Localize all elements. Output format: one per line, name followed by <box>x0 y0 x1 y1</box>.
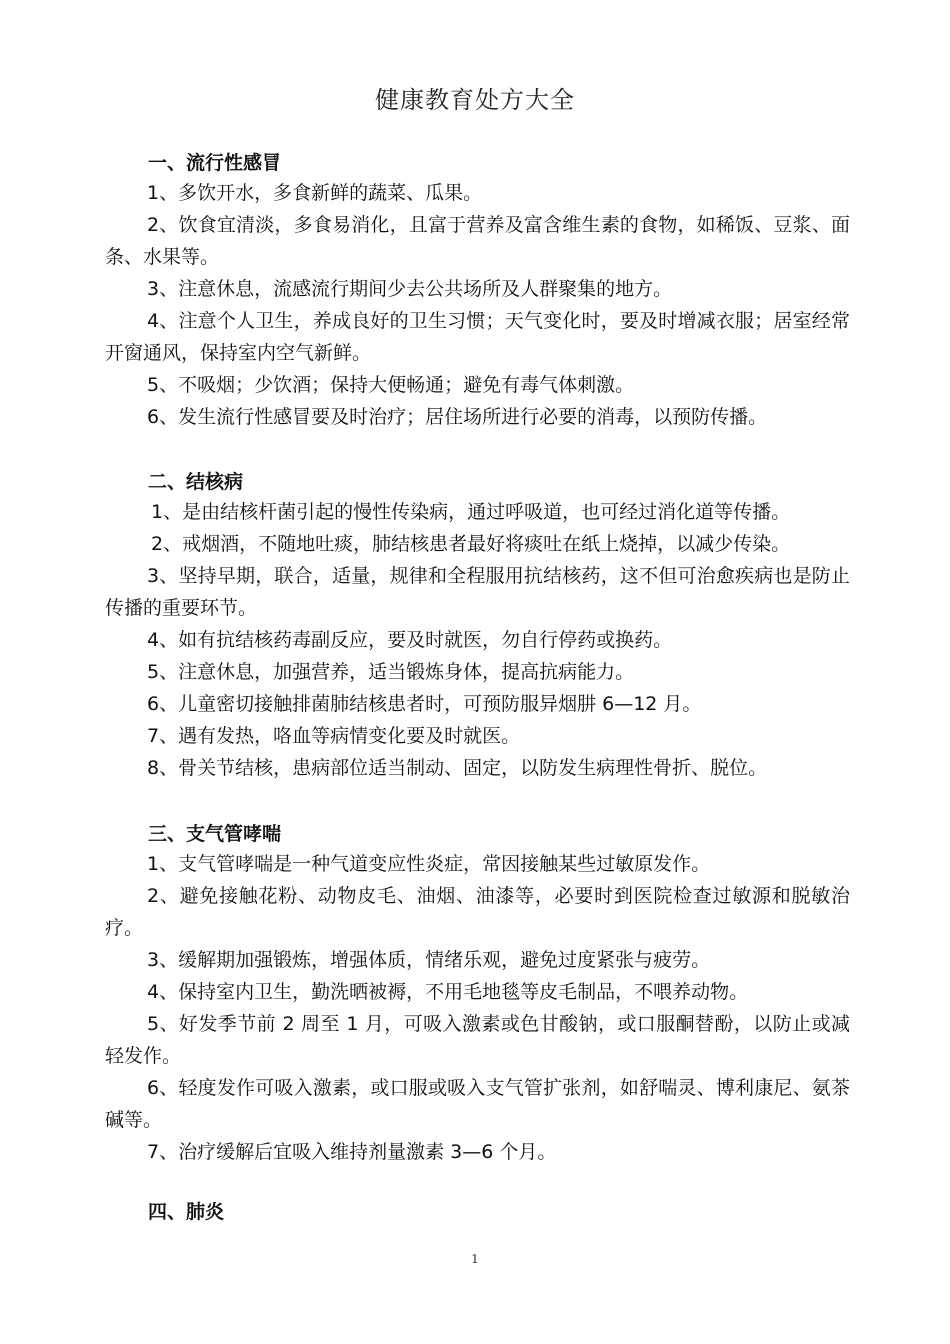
list-item: 3、注意休息，流感流行期间少去公共场所及人群聚集的地方。 <box>147 278 673 300</box>
list-item: 5、注意休息，加强营养，适当锻炼身体，提高抗病能力。 <box>147 661 635 683</box>
list-item: 6、儿童密切接触排菌肺结核患者时，可预防服异烟肼 6—12 月。 <box>147 693 702 715</box>
section-heading: 一、流行性感冒 <box>148 152 282 174</box>
list-item: 6、发生流行性感冒要及时治疗；居住场所进行必要的消毒，以预防传播。 <box>147 406 768 428</box>
page-number: 1 <box>471 1252 479 1266</box>
list-item: 1、多饮开水，多食新鲜的蔬菜、瓜果。 <box>147 182 483 204</box>
list-item: 8、骨关节结核，患病部位适当制动、固定，以防发生病理性骨折、脱位。 <box>147 757 768 779</box>
list-item: 7、遇有发热，咯血等病情变化要及时就医。 <box>147 725 521 747</box>
list-item: 1、支气管哮喘是一种气道变应性炎症，常因接触某些过敏原发作。 <box>147 853 711 875</box>
list-item: 1、是由结核杆菌引起的慢性传染病，通过呼吸道，也可经过消化道等传播。 <box>151 501 791 523</box>
list-item: 3、缓解期加强锻炼，增强体质，情绪乐观，避免过度紧张与疲劳。 <box>147 949 711 971</box>
document-title: 健康教育处方大全 <box>375 86 575 114</box>
list-item: 4、如有抗结核药毒副反应，要及时就医，勿自行停药或换药。 <box>147 629 673 651</box>
list-item: 3、坚持早期，联合，适量，规律和全程服用抗结核药，这不但可治愈疾病也是防止传播的重要环节。 <box>105 565 850 619</box>
section-heading: 四、肺炎 <box>148 1201 225 1223</box>
list-item: 2、饮食宜清淡，多食易消化，且富于营养及富含维生素的食物，如稀饭、豆浆、面条、水果等。 <box>105 214 850 268</box>
list-item: 6、轻度发作可吸入激素，或口服或吸入支气管扩张剂，如舒喘灵、博利康尼、氨茶碱等。 <box>105 1077 850 1131</box>
list-item: 5、不吸烟；少饮酒；保持大便畅通；避免有毒气体刺激。 <box>147 374 635 396</box>
list-item: 7、治疗缓解后宜吸入维持剂量激素 3—6 个月。 <box>147 1141 557 1163</box>
list-item: 5、好发季节前 2 周至 1 月，可吸入激素或色甘酸钠，或口服酮替酚，以防止或减轻发作。 <box>105 1013 850 1067</box>
list-item: 2、戒烟酒，不随地吐痰，肺结核患者最好将痰吐在纸上烧掉，以减少传染。 <box>151 533 791 555</box>
list-item: 2、避免接触花粉、动物皮毛、油烟、油漆等，必要时到医院检查过敏源和脱敏治疗。 <box>105 885 850 939</box>
list-item: 4、注意个人卫生，养成良好的卫生习惯；天气变化时，要及时增减衣服；居室经常开窗通风，保持室内空气新鲜。 <box>105 310 850 364</box>
section-heading: 二、结核病 <box>148 471 244 493</box>
section-heading: 三、支气管哮喘 <box>148 823 282 845</box>
list-item: 4、保持室内卫生，勤洗晒被褥，不用毛地毯等皮毛制品，不喂养动物。 <box>147 981 749 1003</box>
